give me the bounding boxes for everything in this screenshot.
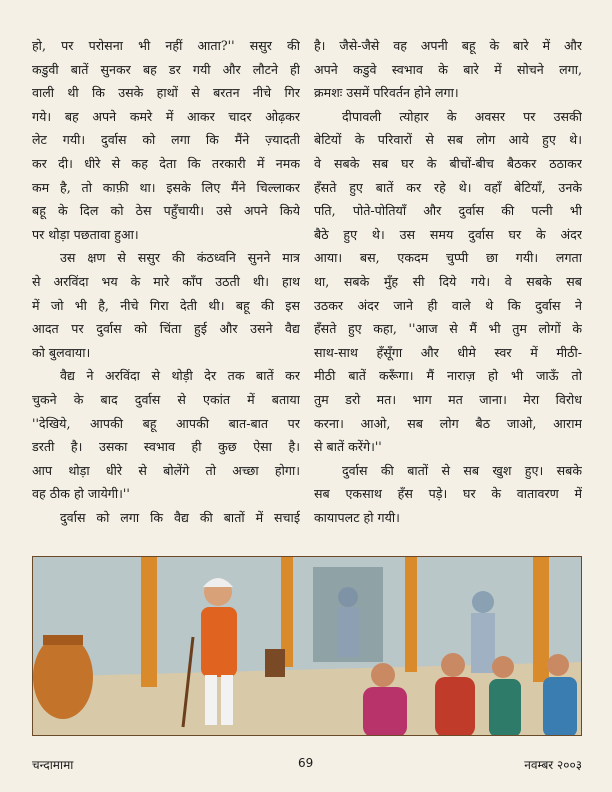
text-line: बेटियों के परिवारों से सब लोग आये हुए थे। [314, 132, 582, 148]
text-line: है। जैसे-जैसे वह अपनी बहू के बारे में और [314, 38, 582, 53]
illustration-scene [33, 557, 582, 736]
text-line: आदत पर दुर्वास को चिंता हुई और उसने वैद्य [32, 321, 300, 337]
text-line: में जो भी है, नीचे गिरा देती थी। बहू की इस [32, 297, 300, 313]
story-illustration [32, 556, 582, 736]
text-line: बैठे हुए थे। उस समय दुर्वास घर के अंदर [314, 226, 582, 242]
text-line: कडुवी बातें सुनकर बह डर गयी और लौटने ही [32, 61, 300, 77]
text-line: वे सबके सब घर के बीचों-बीच बैठकर ठठाकर [314, 155, 582, 171]
text-line: ''देखिये, आपकी बहू आपकी बात-बात पर [32, 415, 300, 431]
text-line: उठकर अंदर जाने ही वाले थे कि दुर्वास ने [314, 297, 582, 313]
text-line: था, सबके मुँह सी दिये गये। वे सबके सब [314, 273, 582, 289]
text-line: वैद्य ने अरविंदा से थोड़ी देर तक बातें कर [60, 368, 300, 384]
text-line: मीठी बातें करूँगा। मैं नाराज़ हो भी जाऊँ तो [314, 368, 582, 384]
text-line: कायापलट हो गयी। [314, 509, 400, 525]
text-line: साथ-साथ हँसूँगा और धीमे स्वर में मीठी- [314, 344, 582, 360]
issue-date: नवम्बर २००३ [524, 758, 582, 772]
text-line: हो, पर परोसना भी नहीं आता?'' ससुर की [32, 38, 300, 53]
text-line: से बातें करेंगे।'' [314, 439, 382, 455]
text-line: वाली थी कि उसके हाथों से बरतन नीचे गिर [32, 85, 300, 101]
page-number: 69 [298, 756, 314, 770]
text-line: करना। आओ, सब लोग बैठ जाओ, आराम [314, 415, 582, 431]
text-line: हँसते हुए कहा, ''आज से मैं भी तुम लोगों के [314, 321, 582, 337]
text-line: को बुलवाया। [32, 344, 91, 360]
left-column [32, 34, 300, 529]
text-line: दुर्वास को लगा कि वैद्य की बातों में सचाई [60, 509, 300, 525]
text-line: सब एकसाथ हँस पड़े। घर के वातावरण में [314, 486, 582, 502]
text-line: वह ठीक हो जायेगी।'' [32, 486, 130, 502]
text-line: उस क्षण से ससुर की कंठध्वनि सुनने मात्र [60, 250, 300, 266]
text-line: कर दी। धीरे से कह देता कि तरकारी में नमक [32, 155, 300, 171]
right-column [314, 34, 582, 529]
text-line: पर थोड़ा पछतावा हुआ। [32, 226, 139, 242]
text-line: तुम डरो मत। भाग मत जाना। मेरा विरोध [314, 391, 582, 407]
text-line: अपने कडुवे स्वभाव के बारे में सोचने लगा, [314, 61, 582, 77]
text-line: दुर्वास की बातों से सब खुश हुए। सबके [342, 462, 582, 478]
page-footer [32, 756, 582, 776]
text-line: पति, पोते-पोतियाँ और दुर्वास की पत्नी भी [314, 203, 582, 219]
text-line: क्रमशः उसमें परिवर्तन होने लगा। [314, 85, 459, 101]
text-line: कम है, तो काफ़ी था। इसके लिए मैंने चिल्लाकर [32, 179, 300, 195]
text-line: बहू के दिल को ठेस पहुँचायी। उसे अपने किये [32, 203, 300, 219]
magazine-name: चन्दामामा [32, 758, 74, 772]
text-line: लेट गयी। दुर्वास को लगा कि मैंने ज़्यादती [32, 132, 300, 148]
text-line: हँसते हुए बातें कर रहे थे। वहाँ बेटियाँ, उनके [314, 179, 582, 195]
text-line: आप थोड़ा धीरे से बोलेंगे तो अच्छा होगा। [32, 462, 300, 478]
text-line: दीपावली त्योहार के अवसर पर उसकी [342, 108, 582, 124]
text-line: डरती है। उसका स्वभाव ही कुछ ऐसा है। [32, 439, 300, 455]
text-line: चुकने के बाद दुर्वास से एकांत में बताया [32, 391, 300, 407]
text-line: से अरविंदा भय के मारे काँप उठती थी। हाथ [32, 273, 300, 289]
text-line: आया। बस, एकदम चुप्पी छा गयी। लगता [314, 250, 582, 266]
text-line: गये। बह अपने कमरे में आकर चादर ओढ़कर [32, 108, 300, 124]
